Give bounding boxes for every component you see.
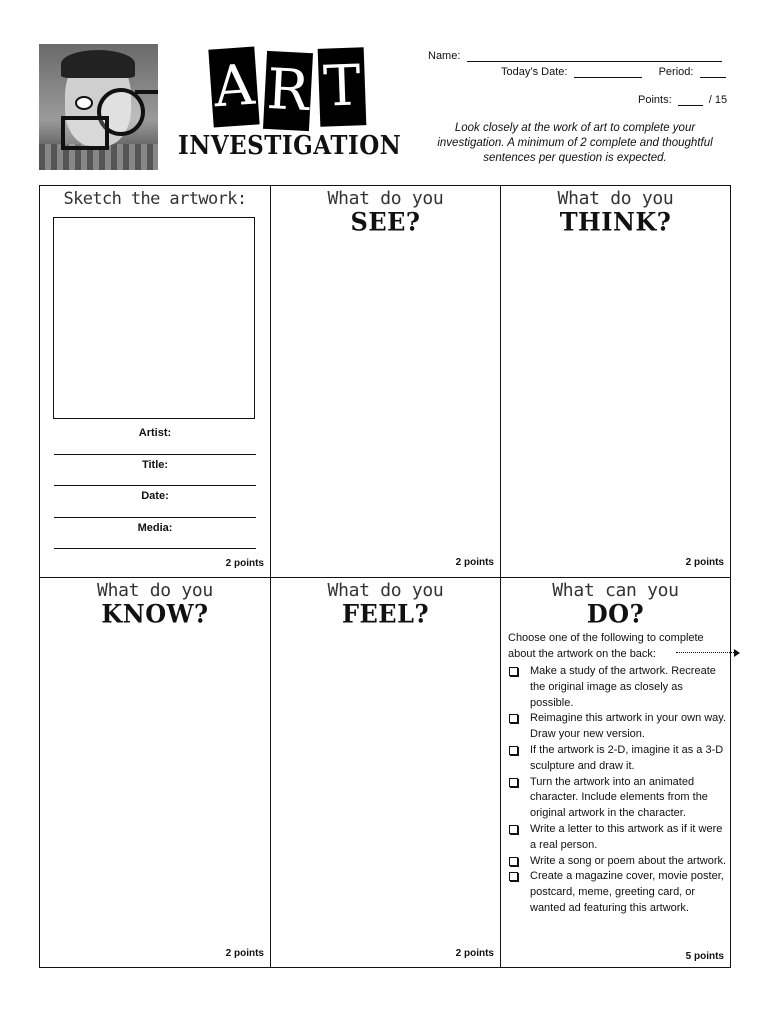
artist-label: Artist:	[138, 427, 172, 439]
checkbox-icon[interactable]	[509, 714, 518, 723]
title-line[interactable]	[54, 485, 256, 486]
media-label: Media:	[137, 522, 173, 534]
date-line[interactable]	[54, 517, 256, 518]
checkbox-icon[interactable]	[509, 857, 518, 866]
sketch-cell	[40, 186, 270, 577]
logo-letter-a: A	[208, 46, 259, 127]
know-points: 2 points	[225, 948, 264, 959]
title-label: Title:	[141, 459, 169, 471]
media-line[interactable]	[54, 548, 256, 549]
logo-letter-t: T	[318, 47, 367, 127]
do-prompt: What can you	[552, 580, 679, 601]
sketch-title: Sketch the artwork:	[63, 189, 247, 209]
do-intro: Choose one of the following to complete about the artwork on the back:	[508, 632, 704, 660]
checkbox-icon[interactable]	[509, 778, 518, 787]
feel-points: 2 points	[455, 948, 494, 959]
instructions: Look closely at the work of art to complete your investigation. A minimum of 2 complete and thoughtful sentences per question is expected.	[437, 122, 713, 164]
know-prompt: What do you	[97, 580, 213, 601]
list-item[interactable]: Write a letter to this artwork as if it were a real person.	[508, 822, 728, 854]
feel-cell[interactable]	[271, 578, 500, 967]
list-item[interactable]: Turn the artwork into an animated character. Include elements from the original artwork in the character.	[508, 775, 728, 822]
arrow-right-icon	[734, 649, 740, 657]
name-row	[428, 50, 722, 62]
see-points: 2 points	[455, 557, 494, 568]
checkbox-icon[interactable]	[509, 746, 518, 755]
know-heading: KNOW?	[101, 598, 209, 629]
name-label: Name:	[428, 50, 461, 62]
do-options	[508, 664, 728, 917]
points-row	[638, 94, 727, 106]
list-item[interactable]: Make a study of the artwork. Recreate the original image as closely as possible.	[508, 664, 728, 711]
points-total: / 15	[708, 94, 728, 106]
feel-heading: FEEL?	[341, 598, 430, 629]
logo-letter-r: R	[263, 51, 313, 131]
period-label: Period:	[658, 66, 694, 78]
sketch-box[interactable]	[53, 217, 255, 419]
period-blank[interactable]	[700, 66, 726, 78]
name-blank[interactable]	[467, 50, 722, 62]
think-points: 2 points	[685, 557, 724, 568]
checkbox-icon[interactable]	[509, 872, 518, 881]
list-item[interactable]: Write a song or poem about the artwork.	[508, 854, 728, 870]
list-item[interactable]: Reimagine this artwork in your own way. Draw your new version.	[508, 711, 728, 743]
points-blank[interactable]	[678, 94, 703, 106]
feel-prompt: What do you	[327, 580, 444, 601]
do-heading: DO?	[586, 598, 645, 629]
think-prompt: What do you	[557, 188, 674, 209]
artist-line[interactable]	[54, 454, 256, 455]
see-cell[interactable]	[271, 186, 500, 577]
do-points: 5 points	[685, 951, 724, 962]
back-arrow	[500, 577, 768, 677]
artist-photo	[39, 44, 158, 170]
page-subtitle: INVESTIGATION	[178, 129, 402, 162]
points-label: Points:	[638, 94, 672, 106]
see-prompt: What do you	[327, 188, 444, 209]
date-field-label: Date:	[141, 490, 169, 502]
date-period-row	[501, 66, 726, 78]
date-label: Today’s Date:	[501, 66, 568, 78]
think-heading: THINK?	[559, 206, 672, 237]
list-item[interactable]: If the artwork is 2-D, imagine it as a 3-D sculpture and draw it.	[508, 743, 728, 775]
dotted-arrow-line	[676, 652, 736, 654]
sketch-points: 2 points	[225, 558, 264, 569]
think-cell[interactable]	[501, 186, 730, 577]
see-heading: SEE?	[350, 206, 421, 237]
list-item[interactable]: Create a magazine cover, movie poster, postcard, meme, greeting card, or wanted ad featuring this artwork.	[508, 869, 728, 916]
art-logo	[211, 48, 365, 130]
know-cell[interactable]	[40, 578, 270, 967]
checkbox-icon[interactable]	[509, 825, 518, 834]
date-blank[interactable]	[574, 66, 642, 78]
